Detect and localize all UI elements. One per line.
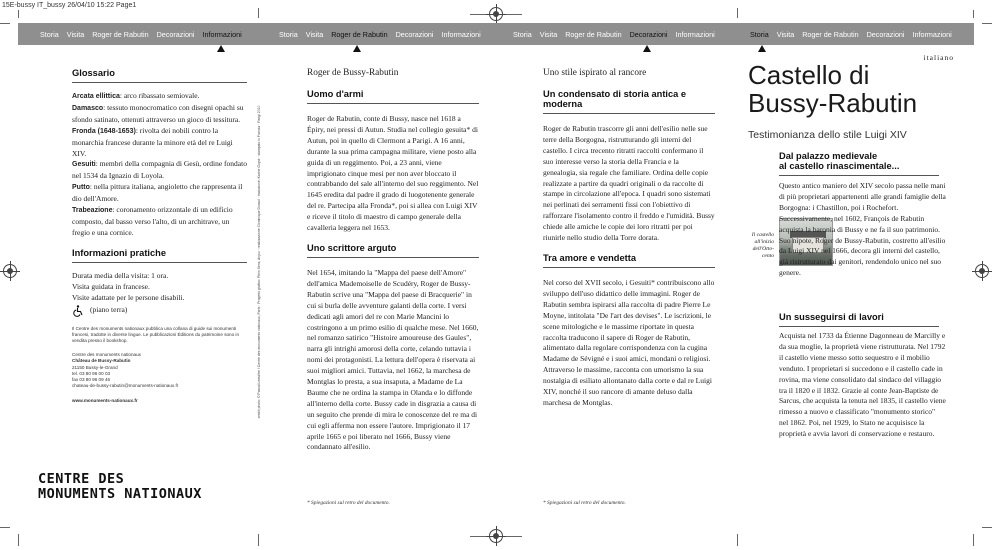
crop-mark: [973, 534, 974, 546]
panel-kicker: Uno stile ispirato al rancore: [543, 68, 647, 78]
section-title: Un susseguirsi di lavori: [779, 312, 939, 327]
logo-line: MONUMENTS NATIONAUX: [38, 486, 202, 502]
nav-item-visita[interactable]: Visita: [539, 29, 558, 39]
nav-item-visita[interactable]: Visita: [776, 29, 795, 39]
nav-item-decorazioni[interactable]: Decorazioni: [156, 29, 195, 39]
address-line: fax 03 80 96 09 46: [72, 376, 111, 382]
cover-title: Castello di: [748, 60, 870, 90]
fold-mark: [737, 8, 738, 18]
active-pointer-icon: [643, 45, 651, 52]
glossary-term: Putto: [72, 184, 90, 192]
nav-item-visita[interactable]: Visita: [305, 29, 324, 39]
vertical-credit-text: crediti photo: © Pascal Lemaître / Centre des monuments nationaux, Paris · Progetto grafico: Plein Sens, Anjou · realizzazione: Dominique Dussol · traduzione: Karine Guyot · stampato in Francia · Parigi 2010: [257, 105, 261, 419]
panel-informazioni: [72, 68, 247, 405]
section-title: Uomo d'armi: [307, 89, 479, 104]
wheelchair-icon: [72, 305, 84, 317]
crop-mark: [0, 527, 10, 528]
cover-title: Bussy-Rabutin: [748, 88, 918, 118]
crop-mark: [18, 10, 19, 18]
nav-item-decorazioni[interactable]: Decorazioni: [395, 29, 434, 39]
section-body: Nel 1654, imitando la "Mappa del paese dell'Amore" dell'amica Mademoiselle de Scudéry, Roger de Bussy-Rabutin scrive una "Mappa del paese di Bracquerie" in cui si burla delle avventure galanti della corte. I versi dedicati agli amori del re con Marie Mancini lo costringono a un primo esilio di qualche mese. Nel 1660, nel romanzo satirico "Histoire amoureuse des Gaules", narra gli intrighi amorosi della corte, celando tuttavia i nomi dei protagonisti. La lettura dell'opera è riservata ai suoi migliori amici. Tuttavia, nel 1662, la marchesa de Montglas lo presta, a sua insaputa, a Madame de La Baume che ne ordina la stampa in Olanda e lo diffonde all'interno della corte. Bussy cade in disgrazia a causa di un seguito che prende di mira le conoscenze del re ma di cui egli afferma non essere l'autore. Imprigionato il 17 aprile 1665 e poi liberato nel 1666, Bussy viene condannato all'esilio.: [307, 267, 479, 452]
nav-item-storia[interactable]: Storia: [40, 29, 59, 39]
website-link[interactable]: www.monuments-nationaux.fr: [72, 398, 138, 404]
nav-item-decorazioni[interactable]: Decorazioni: [629, 29, 668, 39]
registration-mark-icon: [3, 264, 17, 278]
section-title: [779, 151, 939, 176]
section-title-line: Dal palazzo medievale: [779, 151, 878, 161]
section-title: Uno scrittore arguto: [307, 243, 479, 258]
crop-mark: [982, 527, 992, 528]
fold-mark: [258, 8, 259, 18]
practical-info-item: Visite adattate per le persone disabili.: [72, 292, 185, 302]
glossary-list: [72, 91, 247, 239]
glossary-entry: [72, 103, 247, 126]
registration-mark-icon: [489, 7, 503, 21]
cmn-logo: [38, 472, 228, 502]
glossary-definition: : rivolta dei nobili contro la monarchia francese durante la minore età del re Luigi XIV.: [72, 125, 233, 158]
print-slug: 15E-bussy IT_bussy 26/04/10 15:22 Page1: [2, 2, 137, 9]
nav-item-informazioni[interactable]: Informazioni: [675, 29, 715, 39]
section-body: Questo antico maniero del XIV secolo passa nelle mani di più proprietari appartenenti alle grandi famiglie della Borgogna: i Chastillon, poi i Rochefort. Successivamente, nel 1602, François de Rabutin acquista la baronia di Bussy e ne fa il suo patrimonio. Suo nipote, Roger de Bussy-Rabutin, costretto all'esilio da Luigi XIV nel 1666, decora gli interni del castello, già ristrutturato dai genitori, rendendolo unico nel suo genere.: [779, 181, 946, 278]
section-title: Un condensato di storia antica e moderna: [543, 89, 715, 114]
crop-mark: [18, 534, 19, 546]
nav-item-storia[interactable]: Storia: [750, 29, 769, 39]
image-caption: Il castello all'inizio dell'Otto-cento: [751, 232, 774, 259]
crop-mark: [982, 23, 992, 24]
accessibility-row: [72, 305, 247, 317]
fold-mark: [258, 534, 259, 546]
glossary-entry: [72, 205, 247, 239]
address-line: Centre des monuments nationaux: [72, 352, 141, 358]
nav-group-panel-2: [279, 23, 489, 45]
nav-item-visita[interactable]: Visita: [66, 29, 85, 39]
nav-group-panel-1: [40, 23, 250, 45]
nav-item-informazioni[interactable]: Informazioni: [441, 29, 481, 39]
nav-item-roger[interactable]: Roger de Rabutin: [802, 29, 859, 39]
nav-item-informazioni[interactable]: Informazioni: [202, 29, 242, 39]
nav-item-storia[interactable]: Storia: [513, 29, 532, 39]
vertical-credits: [254, 70, 260, 460]
glossary-term: Arcata ellittica: [72, 93, 120, 100]
nav-item-decorazioni[interactable]: Decorazioni: [866, 29, 905, 39]
email-link[interactable]: chateau-de-bussy-rabutin@monuments-nationaux.fr: [72, 383, 179, 389]
address-block: [72, 352, 247, 389]
crop-mark: [0, 23, 10, 24]
glossary-definition: : tessuto monocromatico con disegni opachi su sfondo satinato, ottenuti attraverso un gioco di tessitura.: [72, 102, 244, 124]
nav-item-storia[interactable]: Storia: [279, 29, 298, 39]
glossary-title: Glossario: [72, 68, 247, 83]
practical-info-list: [72, 271, 247, 317]
glossary-entry: [72, 126, 247, 160]
section-body: Roger de Rabutin trascorre gli anni dell'esilio nelle sue terre della Borgogna, ristrutturando gli interni del castello. I circa trecento ritratti raccolti confermano il suo interesse verso la storia della Francia e la genealogia, sia regale che familiare. Ordina delle copie realizzate a partire da quadri originali o da raccolte di stampe in circolazione all'epoca. I quadri sono sistemati nei perlinati dei serramenti fissi con l'obiettivo di rafforzare l'isolamento contro il freddo e l'umidità. Bussy chiede alle amiche le copie dei loro ritratti per poi riunirle nello studio della Torre dorata.: [543, 124, 715, 243]
glossary-entry: [72, 91, 247, 103]
glossary-definition: : arco ribassato semiovale.: [119, 91, 200, 100]
section-body: Roger de Rabutin, conte di Bussy, nasce nel 1618 a Épiry, nei pressi di Autun. Studia nel collegio gesuita* di Autun, poi in quello di Clermont a Parigi. A 16 anni, durante la sua prima campagna militare, viene posto alla guida di un reggimento. Poi, a 23 anni, viene imprigionato cinque mesi per non aver bloccato il contrabbando del sale all'interno del suo reggimento. Nel 1645 eredita dal padre il grado di luogotenente generale del re. Partecipa alla Fronda*, poi si allea con Luigi XIV e riceve il titolo di maestro di campo generale della cavalleria leggera nel 1653.: [307, 114, 479, 233]
nav-item-roger[interactable]: Roger de Rabutin: [331, 29, 388, 39]
address-line: 21150 Bussy-le-Grand: [72, 364, 118, 370]
active-pointer-icon: [217, 45, 225, 52]
crop-mark: [973, 10, 974, 18]
glossary-term: Damasco: [72, 104, 104, 112]
active-pointer-icon: [353, 45, 361, 52]
practical-info-title: Informazioni pratiche: [72, 248, 247, 263]
cover-title-block: [748, 61, 948, 141]
registration-mark-icon: [489, 529, 503, 543]
footnote: * Spiegazioni sul retro del documento.: [543, 500, 626, 506]
nav-group-panel-4: [750, 23, 960, 45]
address-line: tel. 03 80 96 00 03: [72, 370, 111, 376]
glossary-definition: : membri della compagnia di Gesù, ordine fondato nel 1534 da Ignazio di Loyola.: [72, 159, 247, 181]
glossary-definition: : nella pittura italiana, angioletto che rappresenta il dio dell'Amore.: [72, 182, 243, 204]
nav-group-panel-3: [513, 23, 723, 45]
address-line: Château de Bussy-Rabutin: [72, 358, 131, 364]
nav-item-roger[interactable]: Roger de Rabutin: [565, 29, 622, 39]
section-title: Tra amore e vendetta: [543, 253, 715, 268]
nav-item-roger[interactable]: Roger de Rabutin: [92, 29, 149, 39]
glossary-term: Trabeazione: [72, 207, 113, 215]
practical-info-item: Visita guidata in francese.: [72, 281, 150, 291]
logo-line: CENTRE DES: [38, 471, 125, 487]
glossary-entry: [72, 159, 247, 182]
language-label: italiano: [923, 53, 954, 62]
panel-decorazioni: [543, 68, 715, 409]
section-title-line: al castello rinascimentale...: [779, 161, 939, 176]
ground-floor-label: (piano terra): [90, 305, 128, 315]
glossary-definition: : coronamento orizzontale di un edificio composto, dal basso verso l'alto, di un architrave, un fregio e una cornice.: [72, 205, 233, 237]
registration-mark-icon: [975, 264, 989, 278]
practical-info-item: Durata media della visita: 1 ora.: [72, 270, 169, 280]
section-body: Nel corso del XVII secolo, i Gesuiti* contribuiscono allo sviluppo dell'uso didattico delle immagini. Roger de Rabutin sembra ispirarsi alla raccolta di padre Pierre Le Moyne, intitolata "De l'art des devises". Le iscrizioni, le scene mitologiche e le massime riportate in questa raccolta traducono il sapere di Roger de Rabutin, alimentato dalla regolare corrispondenza con la cugina Madame de Sévigné e i suoi amici, mondani o religiosi. Attraverso le massime, racconta con umorismo la sua nostalgia di esiliato allontanato dalla corte e dal re Luigi XIV, nonché il suo rancore di amante deluso dalla marchesa de Montglas.: [543, 277, 715, 407]
glossary-term: Fronda (1648-1653): [72, 127, 136, 135]
section-body: Acquista nel 1733 da Étienne Dagonneau de Marcilly e da sua moglie, la proprietà viene ristrutturata. Nel 1792 il castello viene messo sotto sequestro e il mobilio venduto. I proprietari si succedono e il castello cade in rovina, ma viene consolidato dal sindaco del villaggio tra il 1820 e il 1832. Grazie al conte Jean-Baptiste de Sarcus, che acquista la tenuta nel 1835, il castello viene rimesso a nuovo e classificato "monumento storico" nel 1862. Poi, nel 1929, lo Stato ne acquisisce la proprietà e avvia lavori di conservazione e restauro.: [779, 331, 946, 439]
panel-roger: [307, 68, 479, 453]
glossary-term: Gesuiti: [72, 161, 96, 169]
footnote: * Spiegazioni sul retro del documento.: [307, 500, 390, 506]
glossary-entry: [72, 182, 247, 205]
active-pointer-icon: [758, 45, 766, 52]
nav-item-informazioni[interactable]: Informazioni: [912, 29, 952, 39]
panel-kicker: Roger de Bussy-Rabutin: [307, 68, 399, 78]
fold-mark: [737, 534, 738, 546]
publisher-note: Il Centre des monuments nationaux pubblica una collana di guide sui monumenti francesi, tradotte in diverse lingue. Le pubblicazioni Éditions du patrimoine sono in vendita presso il bookshop.: [72, 325, 240, 343]
cover-subtitle: Testimonianza dello stile Luigi XIV: [748, 129, 907, 141]
